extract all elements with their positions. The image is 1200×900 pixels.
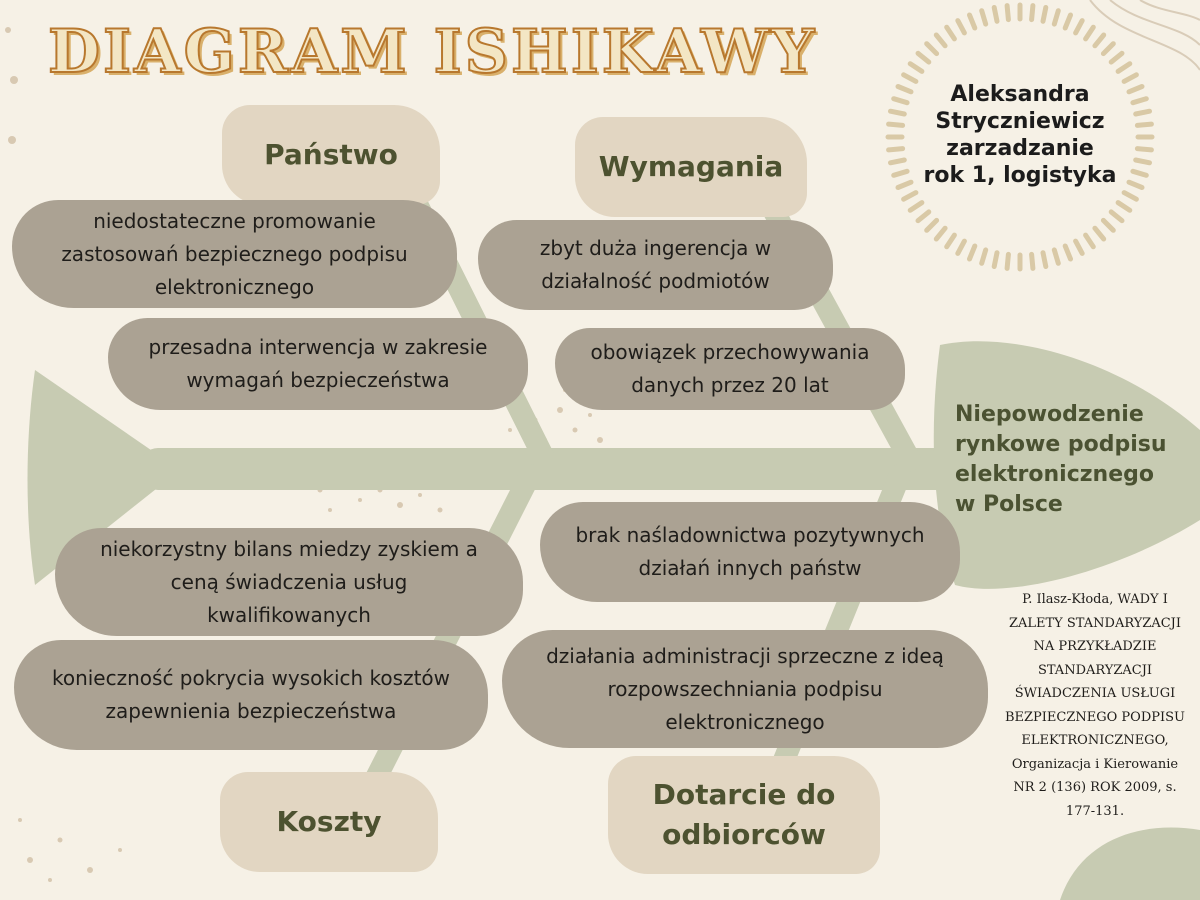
- stamp-ring-tick: [982, 250, 986, 263]
- stamp-ring-tick: [1043, 8, 1046, 22]
- stamp-ring-tick: [891, 160, 905, 163]
- cause-koszty-2: konieczność pokrycia wysokich kosztów zapewnienia bezpieczeństwa: [14, 640, 488, 750]
- stamp-ring-tick: [970, 15, 975, 28]
- stamp-ring-tick: [1032, 6, 1033, 20]
- stamp-ring-tick: [958, 21, 965, 33]
- stamp-ring-tick: [1065, 246, 1070, 259]
- cause-koszty-1: niekorzystny bilans miedzy zyskiem a ceną świadczenia usług kwalifikowanych: [55, 528, 523, 636]
- stamp-ring-tick: [936, 228, 945, 239]
- stamp-ring-tick: [1137, 124, 1151, 125]
- stamp-ring-tick: [1076, 241, 1083, 253]
- stamp-ring-tick: [891, 111, 905, 114]
- stamp-ring-tick: [1136, 111, 1150, 114]
- category-wymagania: Wymagania: [575, 117, 807, 217]
- stamp-ring-tick: [889, 149, 903, 150]
- stamp-ring-tick: [1032, 254, 1033, 268]
- stamp-ring-tick: [1065, 15, 1070, 28]
- stamp-ring-tick: [1086, 235, 1094, 247]
- stamp-ring-tick: [982, 11, 986, 24]
- page-title: DIAGRAM ISHIKAWY: [48, 17, 818, 87]
- stamp-ring-tick: [1095, 228, 1104, 239]
- stamp-ring-tick: [889, 124, 903, 125]
- cause-panstwo-2: przesadna interwencja w zakresie wymagań bezpieczeństwa: [108, 318, 528, 410]
- stamp-ring-tick: [1007, 254, 1008, 268]
- effect-label: Niepowodzenie rynkowe podpisu elektronicznego w Polsce: [955, 402, 1167, 517]
- stamp-ring-tick: [1054, 250, 1058, 263]
- source-citation: P. Ilasz-Kłoda, WADY I ZALETY STANDARYZACJI NA PRZYKŁADZIE STANDARYZACJI ŚWIADCZENIA USŁUGI BEZPIECZNEGO PODPISU ELEKTRONICZNEGO, Organizacja i Kierowanie NR 2 (136) ROK 2009, s. 177-131.: [1004, 592, 1186, 819]
- stamp-ring-tick: [947, 27, 955, 39]
- stamp-ring-tick: [1137, 149, 1151, 150]
- stamp-ring-tick: [994, 253, 997, 267]
- cause-dotarcie-2: działania administracji sprzeczne z ideą rozpowszechniania podpisu elektronicznego: [502, 630, 988, 748]
- stamp-ring-tick: [947, 235, 955, 247]
- stamp-ring-tick: [994, 8, 997, 22]
- cause-wymagania-1: zbyt duża ingerencja w działalność podmiotów: [478, 220, 833, 310]
- stamp-ring-tick: [1043, 253, 1046, 267]
- stamp-ring-tick: [970, 246, 975, 259]
- author-badge: Aleksandra Stryczniewicz zarzadzanie rok 1, logistyka: [923, 82, 1117, 188]
- cause-wymagania-2: obowiązek przechowywania danych przez 20 lat: [555, 328, 905, 410]
- cause-dotarcie-1: brak naśladownictwa pozytywnych działań innych państw: [540, 502, 960, 602]
- decorative-blob: [1060, 828, 1200, 900]
- stamp-ring-tick: [1086, 27, 1094, 39]
- stamp-ring-tick: [1054, 11, 1058, 24]
- stamp-ring-tick: [1136, 160, 1150, 163]
- stamp-ring-tick: [958, 241, 965, 253]
- stamp-ring-tick: [1076, 21, 1083, 33]
- category-panstwo: Państwo: [222, 105, 440, 205]
- category-dotarcie: Dotarcie do odbiorców: [608, 756, 880, 874]
- category-koszty: Koszty: [220, 772, 438, 872]
- stamp-ring-tick: [1007, 6, 1008, 20]
- cause-panstwo-1: niedostateczne promowanie zastosowań bezpiecznego podpisu elektronicznego: [12, 200, 457, 308]
